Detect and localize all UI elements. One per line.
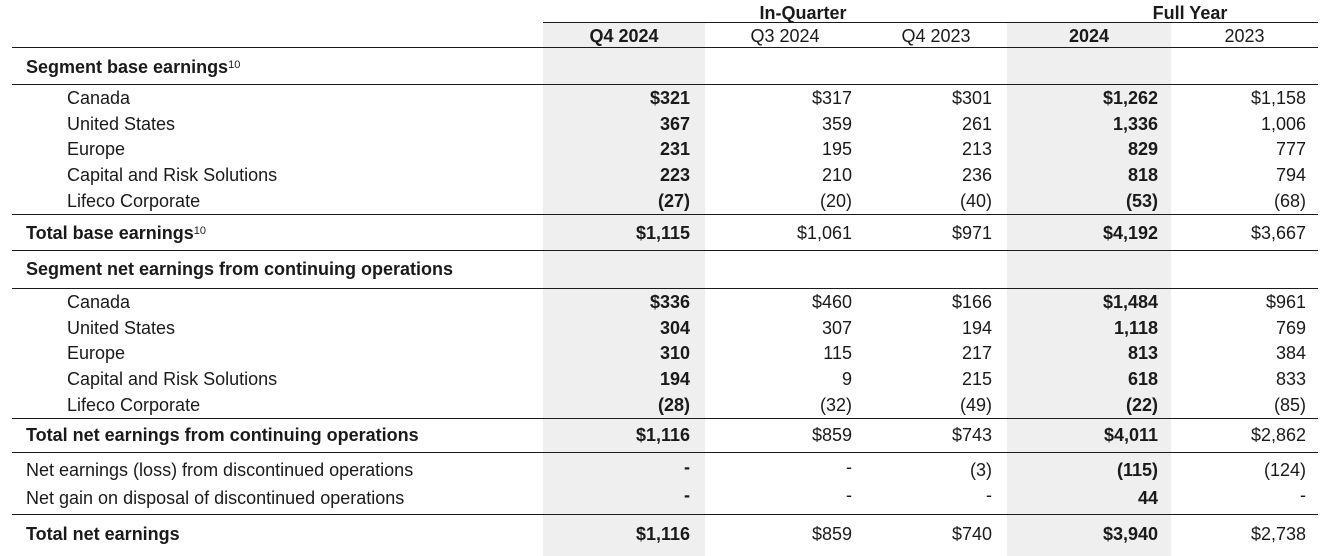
cell-2024: 618: [1127, 369, 1158, 389]
cell-q4-2023: (40): [959, 191, 992, 211]
row-label-text: Lifeco Corporate: [67, 191, 201, 211]
row-label-text: Total net earnings from continuing operations: [26, 425, 419, 445]
row-label-text: Segment net earnings from continuing operations: [26, 259, 454, 279]
cell-q4-2024: (28): [657, 395, 690, 415]
cell-q4-2023: (49): [959, 395, 992, 415]
cell-q3-2024: $460: [811, 292, 852, 312]
row-label-lifeco-corporate: [67, 190, 200, 212]
cell-2024: 1,336: [1112, 114, 1158, 134]
cell-2023: (68): [1273, 191, 1306, 211]
row-label-text: Europe: [67, 139, 126, 159]
row-label-text: Capital and Risk Solutions: [67, 165, 278, 185]
rule-line: [12, 418, 1318, 419]
rule-line: [12, 214, 1318, 215]
cell-q3-2024: 115: [823, 343, 852, 363]
row-label-text: Capital and Risk Solutions: [67, 369, 278, 389]
row-label-text: Europe: [67, 343, 126, 363]
cell-q4-2024: -: [684, 485, 690, 505]
row-label-text: Lifeco Corporate: [67, 395, 201, 415]
row-label-text: Net gain on disposal of discontinued operations: [26, 488, 405, 508]
row-label-segment-net-earnings-from-continuing-operations: [26, 258, 453, 280]
cell-q4-2024: $1,115: [635, 223, 690, 243]
cell-q3-2024: (20): [819, 191, 852, 211]
cell-2024: 813: [1127, 343, 1158, 363]
row-label-total-net-earnings: [26, 523, 180, 545]
cell-q3-2024: $859: [811, 524, 852, 544]
cell-q4-2024: 367: [659, 114, 690, 134]
cell-2024: 818: [1127, 165, 1158, 185]
rule-line: [12, 514, 1318, 515]
cell-q3-2024: 359: [821, 114, 852, 134]
cell-q3-2024: (32): [819, 395, 852, 415]
row-label-total-net-earnings-from-continuing-operations: [26, 424, 419, 446]
cell-q4-2023: -: [986, 485, 992, 505]
column-header-q3-2024: Q3 2024: [750, 26, 820, 46]
cell-q4-2023: $971: [951, 223, 992, 243]
row-label-united-states: [67, 317, 175, 339]
column-header-q4-2024: Q4 2024: [589, 26, 659, 46]
row-label-united-states: [67, 113, 175, 135]
row-label-text: Net earnings (loss) from discontinued operations: [26, 460, 414, 480]
cell-2023: $961: [1265, 292, 1306, 312]
cell-q3-2024: 9: [841, 369, 852, 389]
cell-2023: $2,738: [1250, 524, 1306, 544]
cell-q3-2024: $317: [811, 88, 852, 108]
rule-line: [12, 452, 1318, 453]
row-label-europe: [67, 138, 125, 160]
cell-2023: 384: [1275, 343, 1306, 363]
cell-q4-2023: 215: [961, 369, 992, 389]
row-label-net-earnings-loss-from-discontinued-operations: [26, 459, 413, 481]
row-label-text: Total base earnings: [26, 223, 194, 243]
cell-q4-2024: -: [684, 457, 690, 477]
row-label-canada: [67, 291, 130, 313]
cell-q4-2024: $321: [649, 88, 690, 108]
cell-2024: $1,262: [1102, 88, 1158, 108]
cell-q4-2023: 213: [961, 139, 992, 159]
cell-q3-2024: 307: [821, 318, 852, 338]
cell-2023: 794: [1275, 165, 1306, 185]
cell-q4-2023: $166: [951, 292, 992, 312]
cell-q3-2024: -: [846, 457, 852, 477]
cell-q4-2023: $740: [951, 524, 992, 544]
cell-2023: -: [1300, 485, 1306, 505]
cell-2024: (22): [1125, 395, 1158, 415]
cell-2024: (115): [1116, 460, 1158, 480]
cell-2023: 833: [1275, 369, 1306, 389]
cell-2023: 769: [1275, 318, 1306, 338]
cell-2023: $1,158: [1250, 88, 1306, 108]
cell-q4-2024: 223: [659, 165, 690, 185]
cell-q4-2024: 304: [659, 318, 690, 338]
row-label-text: Total net earnings: [26, 524, 180, 544]
cell-2023: $2,862: [1250, 425, 1306, 445]
cell-q3-2024: 210: [821, 165, 852, 185]
cell-2024: $4,011: [1103, 425, 1158, 445]
row-label-text: United States: [67, 318, 176, 338]
rule-line: [12, 250, 1318, 251]
rule-line: [12, 288, 1318, 289]
cell-2023: 1,006: [1260, 114, 1306, 134]
row-label-lifeco-corporate: [67, 394, 200, 416]
group-header-in-quarter: In-Quarter: [759, 3, 847, 23]
cell-q4-2023: 217: [961, 343, 992, 363]
row-label-europe: [67, 342, 125, 364]
cell-q4-2024: $1,116: [635, 524, 690, 544]
cell-2024: 1,118: [1113, 318, 1158, 338]
cell-2023: 777: [1275, 139, 1306, 159]
row-label-text: Segment base earnings: [26, 57, 229, 77]
row-label-segment-base-earnings: [26, 56, 240, 78]
cell-q4-2024: (27): [657, 191, 690, 211]
cell-q4-2024: 231: [659, 139, 690, 159]
cell-q4-2023: 194: [961, 318, 992, 338]
row-label-capital-and-risk-solutions: [67, 164, 277, 186]
cell-2023: (124): [1263, 460, 1306, 480]
cell-q4-2024: $1,116: [635, 425, 690, 445]
cell-q3-2024: -: [846, 485, 852, 505]
row-label-text: Canada: [67, 292, 131, 312]
cell-q3-2024: $859: [811, 425, 852, 445]
column-header-2024: 2024: [1068, 26, 1110, 46]
rule-line: [12, 47, 1318, 48]
cell-q4-2023: $301: [951, 88, 992, 108]
cell-2023: $3,667: [1250, 223, 1306, 243]
row-label-net-gain-on-disposal-of-discontinued-operations: [26, 487, 404, 509]
cell-2024: 829: [1127, 139, 1158, 159]
row-label-text: United States: [67, 114, 176, 134]
cell-q4-2023: 261: [961, 114, 992, 134]
column-header-q4-2023: Q4 2023: [901, 26, 971, 46]
cell-2024: $4,192: [1102, 223, 1158, 243]
column-header-2023: 2023: [1224, 26, 1265, 46]
cell-2024: $3,940: [1102, 524, 1158, 544]
cell-2024: 44: [1137, 488, 1158, 508]
cell-q4-2024: 310: [659, 343, 690, 363]
cell-q4-2023: (3): [970, 460, 992, 480]
cell-q4-2024: $336: [649, 292, 690, 312]
row-label-total-base-earnings: [26, 222, 206, 244]
rule-line: [12, 84, 1318, 85]
group-header-full-year: Full Year: [1152, 3, 1228, 23]
cell-2023: (85): [1273, 395, 1306, 415]
row-label-capital-and-risk-solutions: [67, 368, 277, 390]
row-label-text: Canada: [67, 88, 131, 108]
cell-q4-2023: $743: [951, 425, 992, 445]
cell-q3-2024: $1,061: [796, 223, 852, 243]
cell-q4-2024: 194: [659, 369, 690, 389]
footnote-marker: 10: [193, 225, 206, 237]
row-label-canada: [67, 87, 130, 109]
footnote-marker: 10: [228, 59, 241, 71]
cell-q3-2024: 195: [821, 139, 852, 159]
cell-q4-2023: 236: [961, 165, 992, 185]
cell-2024: (53): [1125, 191, 1158, 211]
cell-2024: $1,484: [1102, 292, 1158, 312]
